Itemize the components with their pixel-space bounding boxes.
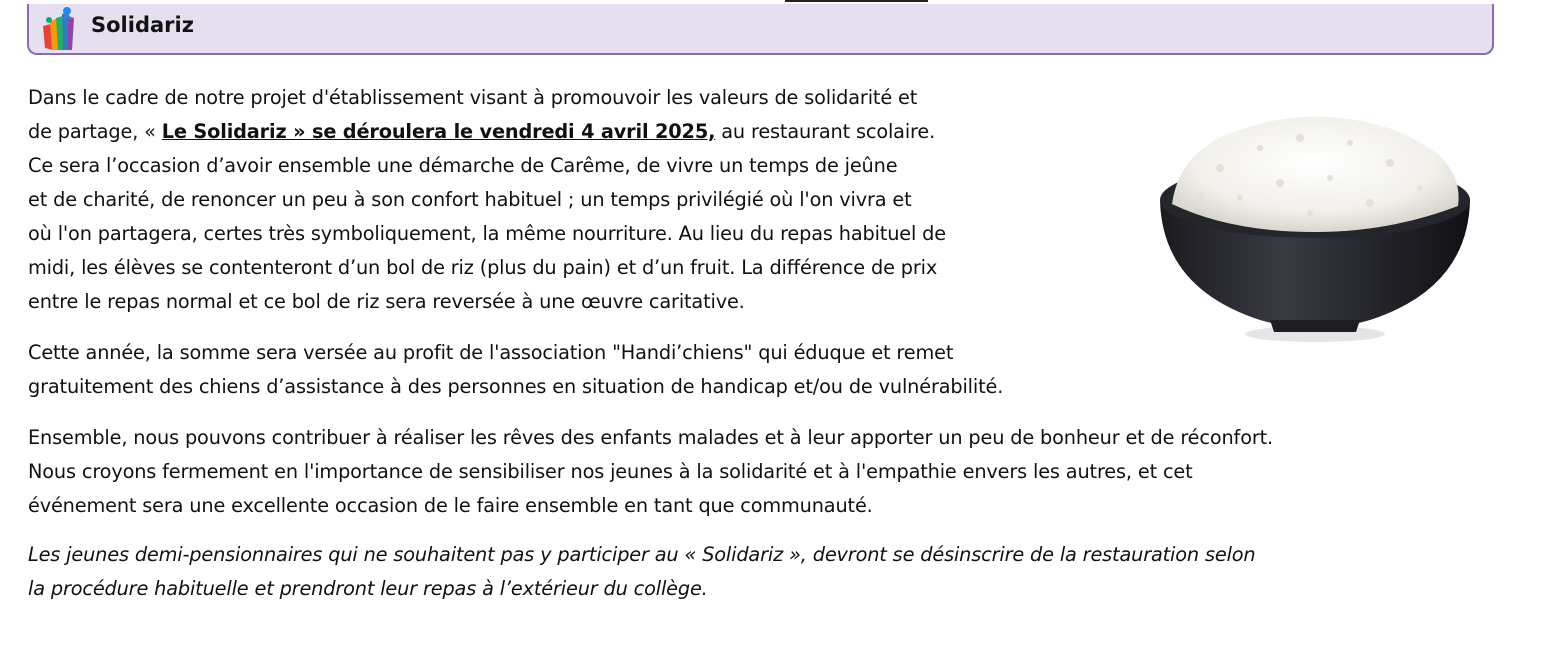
intro-paragraph xyxy=(28,81,946,319)
text-line xyxy=(28,115,946,149)
page-title: Solidariz xyxy=(91,13,194,37)
text-segment: de partage, « xyxy=(28,120,162,143)
text-segment: au restaurant scolaire. xyxy=(715,120,936,143)
text-line: la procédure habituelle et prendront leur repas à l’extérieur du collège. xyxy=(28,577,708,600)
text-line: et de charité, de renoncer un peu à son confort habituel ; un temps privilégié où l'on vivra et xyxy=(28,188,912,211)
text-line: Les jeunes demi-pensionnaires qui ne souhaitent pas y participer au « Solidariz », devront se désinscrire de la restauration selon xyxy=(28,543,1256,566)
opt-out-paragraph xyxy=(28,538,1256,606)
rice-bowl-image xyxy=(1150,108,1480,346)
text-line: Cette année, la somme sera versée au profit de l'association "Handi’chiens" qui éduque et remet xyxy=(28,341,954,364)
text-line: Nous croyons fermement en l'importance de sensibiliser nos jeunes à la solidarité et à l'empathie envers les autres, et cet xyxy=(28,460,1193,483)
association-paragraph xyxy=(28,336,1003,404)
event-date-highlight: Le Solidariz » se déroulera le vendredi 4 avril 2025, xyxy=(161,120,716,143)
text-line: Dans le cadre de notre projet d'établissement visant à promouvoir les valeurs de solidarité et xyxy=(28,86,918,109)
page-top-divider xyxy=(785,0,928,2)
books-logo-icon xyxy=(37,6,79,52)
text-line: Ce sera l’occasion d’avoir ensemble une démarche de Carême, de vivre un temps de jeûne xyxy=(28,154,898,177)
text-line: entre le repas normal et ce bol de riz sera reversée à une œuvre caritative. xyxy=(28,290,745,313)
text-line: où l'on partagera, certes très symboliquement, la même nourriture. Au lieu du repas habituel de xyxy=(28,222,946,245)
text-line: midi, les élèves se contenteront d’un bol de riz (plus du pain) et d’un fruit. La différence de prix xyxy=(28,256,938,279)
purpose-paragraph xyxy=(28,421,1273,523)
text-line: événement sera une excellente occasion de le faire ensemble en tant que communauté. xyxy=(28,494,873,517)
text-line: gratuitement des chiens d’assistance à des personnes en situation de handicap et/ou de vulnérabilité. xyxy=(28,375,1004,398)
section-header xyxy=(27,4,1494,55)
text-line: Ensemble, nous pouvons contribuer à réaliser les rêves des enfants malades et à leur apporter un peu de bonheur et de réconfort. xyxy=(28,426,1274,449)
